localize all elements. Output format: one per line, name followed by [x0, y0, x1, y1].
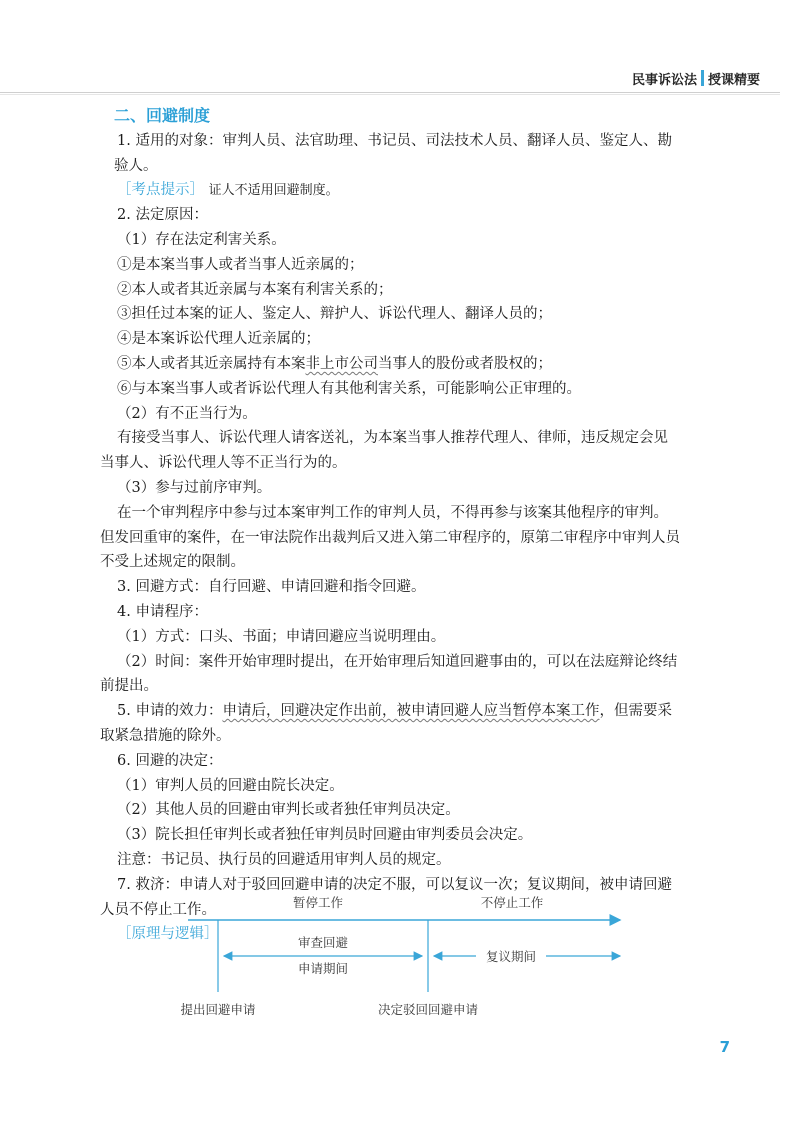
paragraph-7-line-1: 7. 救济：申请人对于驳回回避申请的决定不服，可以复议一次；复议期间，被申请回避 [117, 876, 672, 893]
paragraph-2: 2. 法定原因： [117, 207, 208, 224]
list-item-e-post: 当事人的股份或者股权的； [378, 355, 552, 372]
label-not-stop-work: 不停止工作 [480, 895, 544, 910]
paragraph-3: 3. 回避方式：自行回避、申请回避和指令回避。 [117, 579, 426, 596]
paragraph-1-line-1: 1. 适用的对象：审判人员、法官助理、书记员、司法技术人员、翻译人员、鉴定人、勘 [117, 132, 672, 149]
paragraph-7-line-2: 人员不停止工作。 [100, 901, 216, 918]
section-title: 二、回避制度 [114, 106, 211, 125]
list-item-e [114, 352, 720, 377]
label-submit-request: 提出回避申请 [180, 1002, 256, 1017]
label-suspend-work: 暂停工作 [292, 895, 344, 910]
logic-tag: ［原理与逻辑］ [117, 926, 219, 943]
list-item-d: ④是本案诉讼代理人近亲属的； [117, 331, 320, 348]
timeline-diagram [150, 890, 630, 1030]
label-review-1: 审查回避 [297, 935, 349, 950]
label-reject-request: 决定驳回回避申请 [377, 1002, 479, 1017]
paragraph-5 [114, 699, 720, 724]
paragraph-4: 4. 申请程序： [117, 603, 208, 620]
list-item-f: ⑥与本案当事人或者诉讼代理人有其他利害关系，可能影响公正审理的。 [117, 380, 581, 397]
paragraph-2-3-line-3: 不受上述规定的限制。 [100, 554, 245, 571]
page-body [100, 104, 720, 947]
paragraph-1-line-2: 验人。 [114, 157, 158, 174]
list-item-a: ①是本案当事人或者当事人近亲属的； [117, 256, 364, 273]
paragraph-2-1: （1）存在法定利害关系。 [117, 231, 286, 248]
paragraph-2-3-line-1: 在一个审判程序中参与过本案审判工作的审判人员，不得再参与该案其他程序的审判。 [117, 504, 668, 521]
paragraph-6-2: （2）其他人员的回避由审判长或者独任审判员决定。 [117, 802, 460, 819]
exam-hint [114, 178, 720, 203]
paragraph-2-2-line-1: 有接受当事人、诉讼代理人请客送礼，为本案当事人推荐代理人、律师，违反规定会见 [117, 430, 668, 447]
paragraph-6: 6. 回避的决定： [117, 752, 223, 769]
list-item-c: ③担任过本案的证人、鉴定人、辩护人、诉讼代理人、翻译人员的； [117, 306, 552, 323]
paragraph-6-1: （1）审判人员的回避由院长决定。 [117, 777, 344, 794]
page-number: 7 [719, 1038, 730, 1056]
paragraph-4-2-line-1: （2）时间：案件开始审理时提出，在开始审理后知道回避事由的，可以在法庭辩论终结 [117, 653, 678, 670]
label-review-2: 申请期间 [297, 961, 349, 976]
paragraph-2-2: （2）有不正当行为。 [117, 405, 257, 422]
header-rule [0, 92, 780, 93]
exam-hint-text: 证人不适用回避制度。 [208, 183, 339, 199]
paragraph-2-2-line-2: 当事人、诉讼代理人等不正当行为的。 [100, 455, 347, 472]
header-separator [701, 70, 704, 86]
paragraph-4-1: （1）方式：口头、书面；申请回避应当说明理由。 [117, 628, 446, 645]
paragraph-5-pre: 5. 申请的效力： [117, 703, 223, 720]
list-item-b: ②本人或者其近亲属与本案有利害关系的； [117, 281, 393, 298]
paragraph-6-note: 注意：书记员、执行员的回避适用审判人员的规定。 [117, 851, 451, 868]
label-reconsider-period: 复议期间 [485, 949, 537, 964]
paragraph-5-post: ，但需要采 [599, 703, 672, 720]
exam-hint-tag: ［考点提示］ [117, 182, 204, 199]
running-header [600, 66, 760, 90]
paragraph-4-2-line-2: 前提出。 [100, 678, 158, 695]
paragraph-5-emphasis: 申请后，回避决定作出前，被申请回避人应当暂停本案工作 [222, 703, 600, 720]
paragraph-6-3: （3）院长担任审判长或者独任审判员时回避由审判委员会决定。 [117, 827, 533, 844]
header-book-title: 民事诉讼法 [631, 72, 697, 88]
list-item-e-pre: ⑤本人或者其近亲属持有本案 [117, 355, 306, 372]
list-item-e-emphasis: 非上市公司 [305, 355, 378, 372]
paragraph-5-line-2: 取紧急措施的除外。 [100, 727, 231, 744]
paragraph-2-3: （3）参与过前序审判。 [117, 479, 272, 496]
paragraph-2-3-line-2: 但发回重审的案件，在一审法院作出裁判后又进入第二审程序的，原第二审程序中审判人员 [100, 529, 680, 546]
header-rule-secondary [0, 94, 780, 95]
header-series-title: 授课精要 [707, 72, 760, 88]
